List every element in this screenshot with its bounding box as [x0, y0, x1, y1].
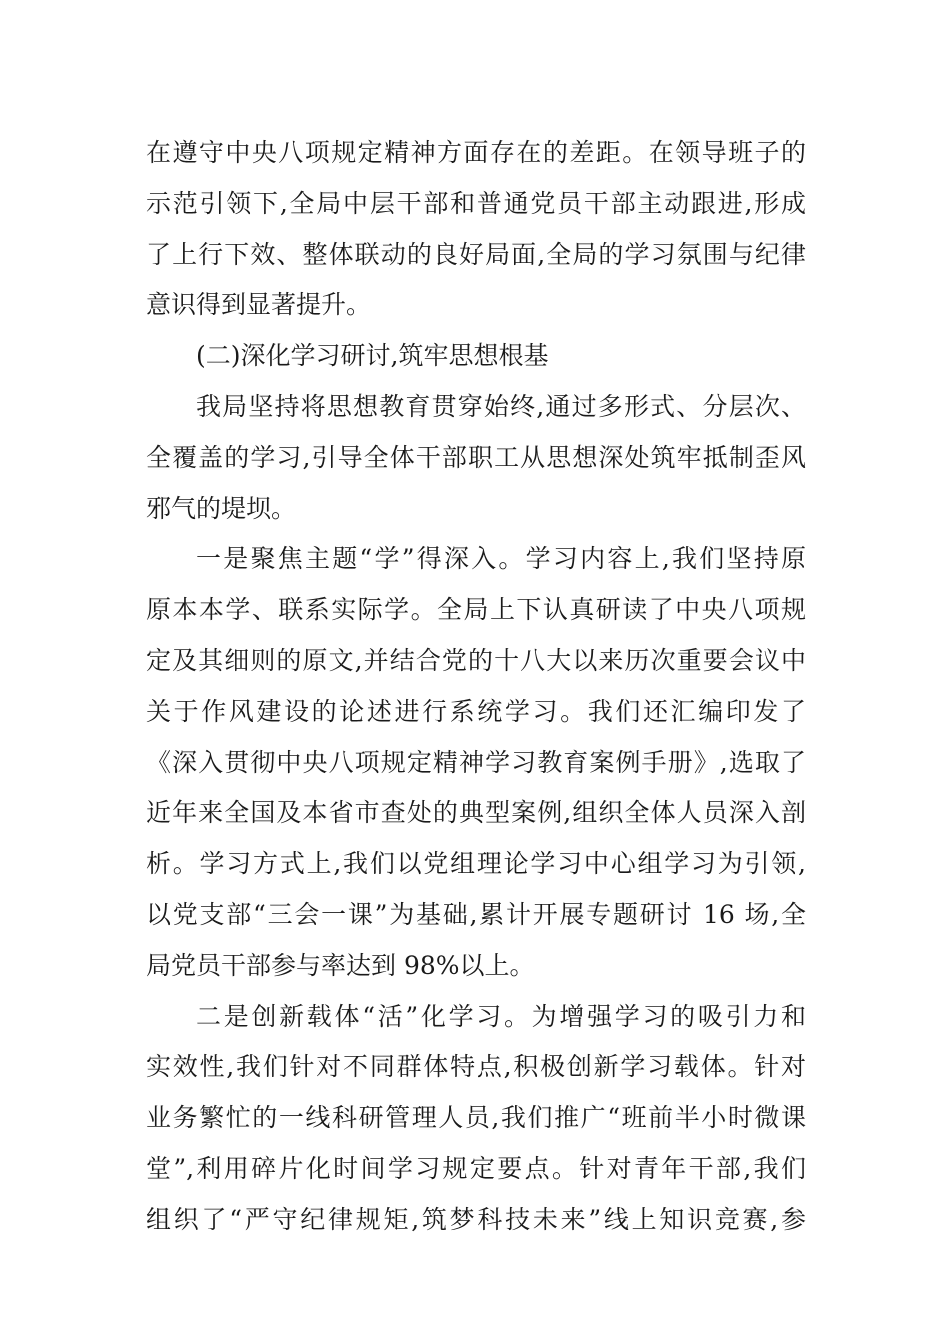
text-line: 堂”,利用碎片化时间学习规定要点。针对青年干部,我们 — [146, 1153, 806, 1183]
text-line: 局党员干部参与率达到 98%以上。 — [146, 950, 535, 980]
section-heading: (二)深化学习研讨,筑牢思想根基 — [196, 341, 549, 371]
text-line: 全覆盖的学习,引导全体干部职工从思想深处筑牢抵制歪风 — [146, 442, 806, 472]
text-line: 以党支部“三会一课”为基础,累计开展专题研讨 16 场,全 — [146, 899, 806, 929]
text-line: 《深入贯彻中央八项规定精神学习教育案例手册》,选取了 — [146, 747, 806, 777]
text-line: 关于作风建设的论述进行系统学习。我们还汇编印发了 — [146, 696, 806, 726]
text-line: 邪气的堤坝。 — [146, 493, 297, 523]
text-line: 原本本学、联系实际学。全局上下认真研读了中央八项规 — [146, 595, 806, 625]
text-line: 二是创新载体“活”化学习。为增强学习的吸引力和 — [196, 1001, 806, 1031]
text-line: 析。学习方式上,我们以党组理论学习中心组学习为引领, — [146, 849, 806, 879]
text-line: 定及其细则的原文,并结合党的十八大以来历次重要会议中 — [146, 645, 806, 675]
text-line: 组织了“严守纪律规矩,筑梦科技未来”线上知识竞赛,参 — [146, 1204, 806, 1234]
text-line: 了上行下效、整体联动的良好局面,全局的学习氛围与纪律 — [146, 239, 806, 269]
text-line: 一是聚焦主题“学”得深入。学习内容上,我们坚持原 — [196, 544, 806, 574]
document-body — [146, 128, 806, 1246]
text-line: 近年来全国及本省市查处的典型案例,组织全体人员深入剖 — [146, 798, 806, 828]
text-line: 实效性,我们针对不同群体特点,积极创新学习载体。针对 — [146, 1052, 806, 1082]
text-line: 我局坚持将思想教育贯穿始终,通过多形式、分层次、 — [196, 391, 806, 421]
text-line: 业务繁忙的一线科研管理人员,我们推广“班前半小时微课 — [146, 1103, 806, 1133]
text-line: 示范引领下,全局中层干部和普通党员干部主动跟进,形成 — [146, 188, 806, 218]
text-line: 在遵守中央八项规定精神方面存在的差距。在领导班子的 — [146, 138, 806, 167]
text-line: 意识得到显著提升。 — [146, 290, 372, 320]
